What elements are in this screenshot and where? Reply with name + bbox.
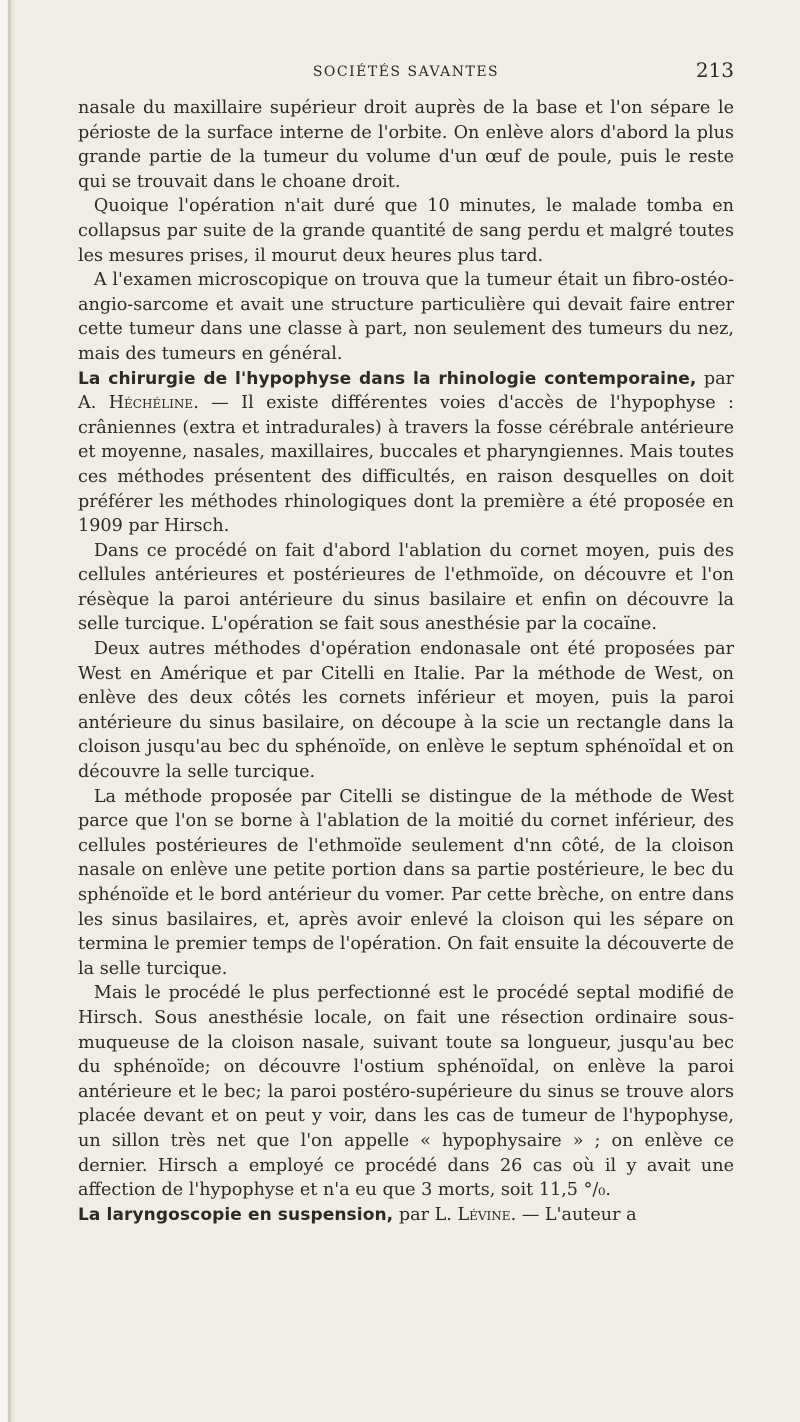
paragraph: La méthode proposée par Citelli se distingue de la méthode de West parce que l'on se borne à l'ablation de la moitié du cornet inférieur, des cellules postérieures de l'ethmoïde seulement d'nn côté, de la cloison nasale on enlève une petite portion dans sa partie postérieure, le bec du sphénoïde et le bord antérieur du vomer. Par cette brèche, on entre dans les sinus basilaires, et, après avoir enlevé la cloison qui les sépare on termina le premier temps de l'opération. On fait ensuite la découverte de la selle turcique.	[78, 786, 734, 979]
page-number: 213	[695, 58, 734, 82]
page-header	[78, 56, 734, 96]
paragraph: nasale du maxillaire supérieur droit auprès de la base et l'on sépare le périoste de la surface interne de l'orbite. On enlève alors d'abord la plus grande partie de la tumeur du volume d'un œuf de poule, puis le reste qui se trouvait dans le choane droit.	[78, 98, 734, 192]
article-hypophyse	[78, 367, 734, 539]
article-author: Héchéline	[108, 393, 194, 414]
article-heading: La chirurgie de l'hypophyse dans la rhinologie contemporaine,	[78, 368, 697, 389]
article-byline: par A.	[78, 368, 735, 414]
article-text: . — L'auteur a	[510, 1204, 637, 1225]
paragraph: Quoique l'opération n'ait duré que 10 minutes, le malade tomba en collapsus par suite de la grande quantité de sang perdu et malgré toutes les mesures prises, il mourut deux heures plus tard.	[78, 196, 734, 266]
page-body	[78, 96, 734, 1227]
paragraph: A l'examen microscopique on trouva que la tumeur était un fibro-ostéo-angio-sarcome et avait une structure particulière qui devait faire entrer cette tumeur dans une classe à part, non seulement des tumeurs du nez, mais des tumeurs en général.	[78, 270, 734, 364]
article-laryngoscopie	[78, 1203, 734, 1228]
article-author: Lévine	[457, 1204, 511, 1225]
book-page	[78, 56, 734, 1227]
paragraph: Mais le procédé le plus perfectionné est le procédé septal modifié de Hirsch. Sous anesthésie locale, on fait une résection ordinaire sous-muqueuse de la cloison nasale, suivant toute sa longueur, jusqu'au bec du sphénoïde; on découvre l'ostium sphénoïdal, on enlève la paroi antérieure et le bec; la paroi postéro-supérieure du sinus se trouve alors placée devant et on peut y voir, dans les cas de tumeur de l'hypophyse, un sillon très net que l'on appelle « hypophysaire » ; on enlève ce dernier. Hirsch a employé ce procédé dans 26 cas où il y avait une affection de l'hypophyse et n'a eu que 3 morts, soit 11,5 °/₀.	[78, 983, 734, 1201]
book-spine-shadow	[0, 0, 16, 1422]
running-title: SOCIÉTÉS SAVANTES	[312, 64, 500, 80]
article-heading: La laryngoscopie en suspension,	[78, 1204, 394, 1225]
paragraph: Dans ce procédé on fait d'abord l'ablation du cornet moyen, puis des cellules antérieures et postérieures de l'ethmoïde, on découvre et l'on résèque la paroi antérieure du sinus basilaire et enfin on découvre la selle turcique. L'opération se fait sous anesthésie par la cocaïne.	[78, 540, 734, 635]
article-byline: par L.	[393, 1204, 458, 1225]
paragraph: Deux autres méthodes d'opération endonasale ont été proposées par West en Amérique et par Citelli en Italie. Par la méthode de West, on enlève des deux côtés les cornets inférieur et moyen, puis la paroi antérieure du sinus basilaire, on découpe à la scie un rectangle dans la cloison jusqu'au bec du sphénoïde, on enlève le septum sphénoïdal et on découvre la selle turcique.	[78, 639, 734, 783]
article-text: . — Il existe différentes voies d'accès de l'hypophyse : crâniennes (extra et intradurales) à travers la fosse cérébrale antérieure et moyenne, nasales, maxillaires, buccales et pharyngiennes. Mais toutes ces méthodes présentent des difficultés, en raison desquelles on doit préférer les méthodes rhinologiques dont la première a été proposée en 1909 par Hirsch.	[78, 393, 734, 537]
